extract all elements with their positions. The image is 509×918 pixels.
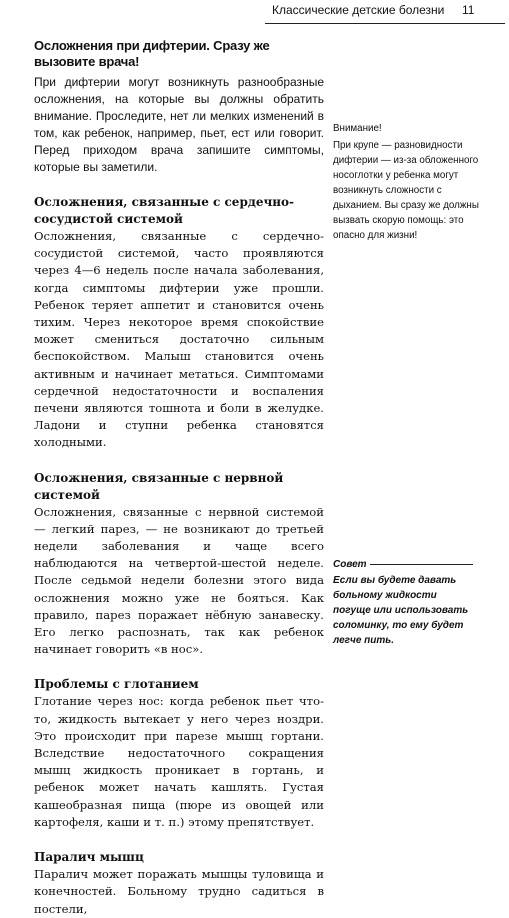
sidebar-warning-note <box>333 121 481 243</box>
section-swallowing <box>34 676 324 831</box>
section-nervous-system <box>34 470 324 659</box>
section-title: Осложнения, связанные с нервной системой <box>34 470 284 502</box>
section-title: Проблемы с глотанием <box>34 677 199 692</box>
intro-heading: Осложнения при дифтерии. Сразу же вызовите врача! <box>34 38 270 69</box>
section-title: Паралич мышц <box>34 850 144 865</box>
section-text: Осложнения, связанные с сердечно-сосудистой системой, часто проявляются через 4—6 недель после начала заболевания, когда симптомы дифтерии уже прошли. Ребенок теряет аппетит и становится очень тихим. Через некоторое время спокойствие может смениться достаточно сильным беспокойством. Малыш становится очень активным и начинает метаться. Симптомами сердечной недостаточности и воспаления печени являются тошнота и боли в желудке. Ладони и ступни ребенка становятся холодными. <box>34 229 324 450</box>
tip-title: Совет <box>333 559 367 570</box>
page-number: 11 <box>462 3 475 17</box>
section-cardiovascular <box>34 194 324 452</box>
section-muscle-paralysis <box>34 849 324 918</box>
tip-title-row <box>333 557 473 572</box>
section-text: Паралич может поражать мышцы туловища и конечностей. Больному трудно садиться в постели, <box>34 867 324 916</box>
main-column <box>34 38 324 918</box>
section-text: Глотание через нос: когда ребенок пьет что-то, жидкость вытекает у него через ноздри. Это происходит при парезе мышц гортани. Вследствие недостаточного сокращения мышц жидкость проникает в гортань, и ребенок может начать кашлять. Густая кашеобразная пища (пюре из овощей или картофеля, каши и т. п.) этому препятствует. <box>34 694 324 829</box>
header-rule <box>265 23 505 24</box>
sidebar-tip-note <box>333 557 473 648</box>
warning-text: При крупе — разновидности дифтерии — из-за обложенного носоглотки у ребенка могут возникнуть сложности с дыханием. Вы сразу же должны вызвать скорую помощь: это опасно для жизни! <box>333 140 479 241</box>
section-text: Осложнения, связанные с нервной системой — легкий парез, — не возникают до третьей недели заболевания и чаще всего наблюдаются на четвертой-шестой неделе. После седьмой недели болезни этого вида осложнения можно уже не бояться. Как правило, парез поражает нёбную занавеску. Его легко распознать, так как ребенок начинает говорить «в нос». <box>34 504 324 657</box>
intro-text: При дифтерии могут возникнуть разнообразные осложнения, на которые вы должны обратить внимание. Проследите, нет ли мелких изменений в том, как ребенок, например, пьет, ест или говорит. Перед приходом врача запишите симптомы, которые вы заметили. <box>34 75 324 174</box>
tip-text: Если вы будете давать больному жидкости погуще или использовать соломинку, то ему будет легче пить. <box>333 575 469 646</box>
section-title: Осложнения, связанные с сердечно-сосудистой системой <box>34 195 295 226</box>
running-header-title: Классические детские болезни <box>272 3 445 17</box>
tip-rule <box>370 564 473 565</box>
warning-title: Внимание! <box>333 123 382 134</box>
running-header <box>0 0 509 24</box>
